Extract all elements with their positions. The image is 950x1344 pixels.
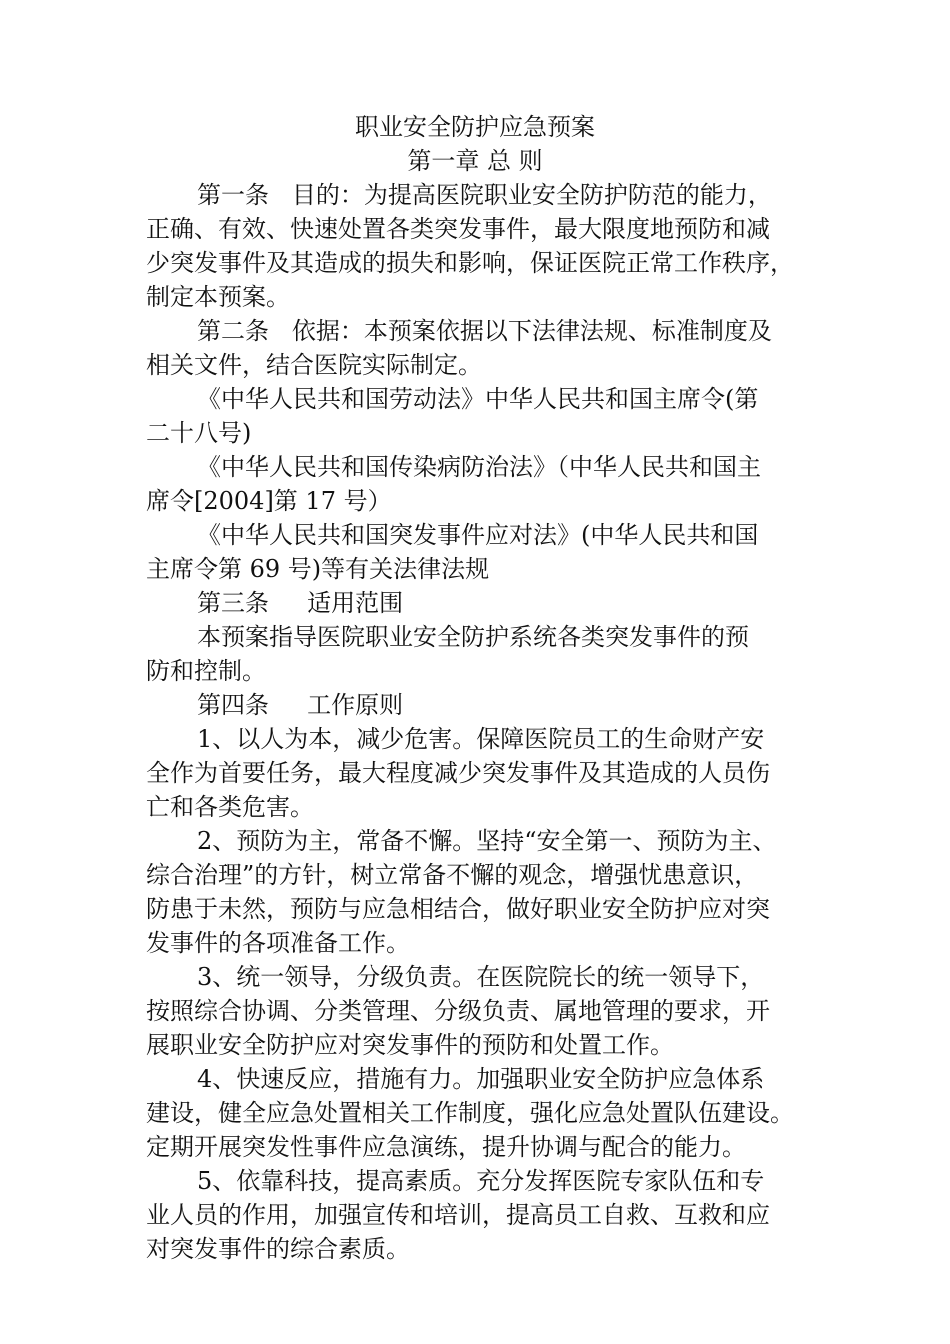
text-line: 建设，健全应急处置相关工作制度，强化应急处置队伍建设。 xyxy=(146,1099,794,1127)
text-line: 3、统一领导，分级负责。在医院院长的统一领导下， xyxy=(197,963,765,991)
text-line: 按照综合协调、分类管理、分级负责、属地管理的要求，开 xyxy=(146,997,770,1025)
text-line: 4、快速反应，措施有力。加强职业安全防护应急体系 xyxy=(197,1065,765,1093)
text-line: 定期开展突发性事件应急演练，提升协调与配合的能力。 xyxy=(146,1133,746,1161)
text-line: 综合治理”的方针，树立常备不懈的观念，增强忧患意识， xyxy=(146,861,759,889)
text-line: 少突发事件及其造成的损失和影响，保证医院正常工作秩序， xyxy=(146,249,794,277)
document-title: 职业安全防护应急预案 xyxy=(355,113,595,141)
text-line: 《中华人民共和国劳动法》中华人民共和国主席令(第 xyxy=(197,385,759,413)
text-line: 业人员的作用，加强宣传和培训，提高员工自救、互救和应 xyxy=(146,1201,770,1229)
text-line: 第三条 适用范围 xyxy=(197,589,404,617)
text-line: 正确、有效、快速处置各类突发事件，最大限度地预防和减 xyxy=(146,215,770,243)
text-line: 主席令第 69 号)等有关法律法规 xyxy=(146,555,490,583)
chapter-heading: 第一章 总 则 xyxy=(407,147,543,175)
text-line: 2、预防为主，常备不懈。坚持“安全第一、预防为主、 xyxy=(197,827,777,855)
text-line: 第二条 依据：本预案依据以下法律法规、标准制度及 xyxy=(197,317,772,345)
text-line: 《中华人民共和国突发事件应对法》(中华人民共和国 xyxy=(197,521,759,549)
text-line: 二十八号) xyxy=(146,419,252,447)
text-line: 本预案指导医院职业安全防护系统各类突发事件的预 xyxy=(197,623,749,651)
text-line: 全作为首要任务，最大程度减少突发事件及其造成的人员伤 xyxy=(146,759,770,787)
text-line: 相关文件，结合医院实际制定。 xyxy=(146,351,482,379)
text-line: 制定本预案。 xyxy=(146,283,290,311)
text-line: 1、以人为本，减少危害。保障医院员工的生命财产安 xyxy=(197,725,765,753)
text-line: 防和控制。 xyxy=(146,657,266,685)
text-line: 第四条 工作原则 xyxy=(197,691,404,719)
text-line: 发事件的各项准备工作。 xyxy=(146,929,410,957)
text-line: 席令[2004]第 17 号） xyxy=(146,487,392,515)
text-line: 对突发事件的综合素质。 xyxy=(146,1235,410,1263)
text-line: 《中华人民共和国传染病防治法》（中华人民共和国主 xyxy=(197,453,761,481)
text-line: 防患于未然，预防与应急相结合，做好职业安全防护应对突 xyxy=(146,895,770,923)
text-line: 5、依靠科技，提高素质。充分发挥医院专家队伍和专 xyxy=(197,1167,765,1195)
text-line: 第一条 目的：为提高医院职业安全防护防范的能力， xyxy=(197,181,772,209)
text-line: 展职业安全防护应对突发事件的预防和处置工作。 xyxy=(146,1031,674,1059)
text-line: 亡和各类危害。 xyxy=(146,793,314,821)
